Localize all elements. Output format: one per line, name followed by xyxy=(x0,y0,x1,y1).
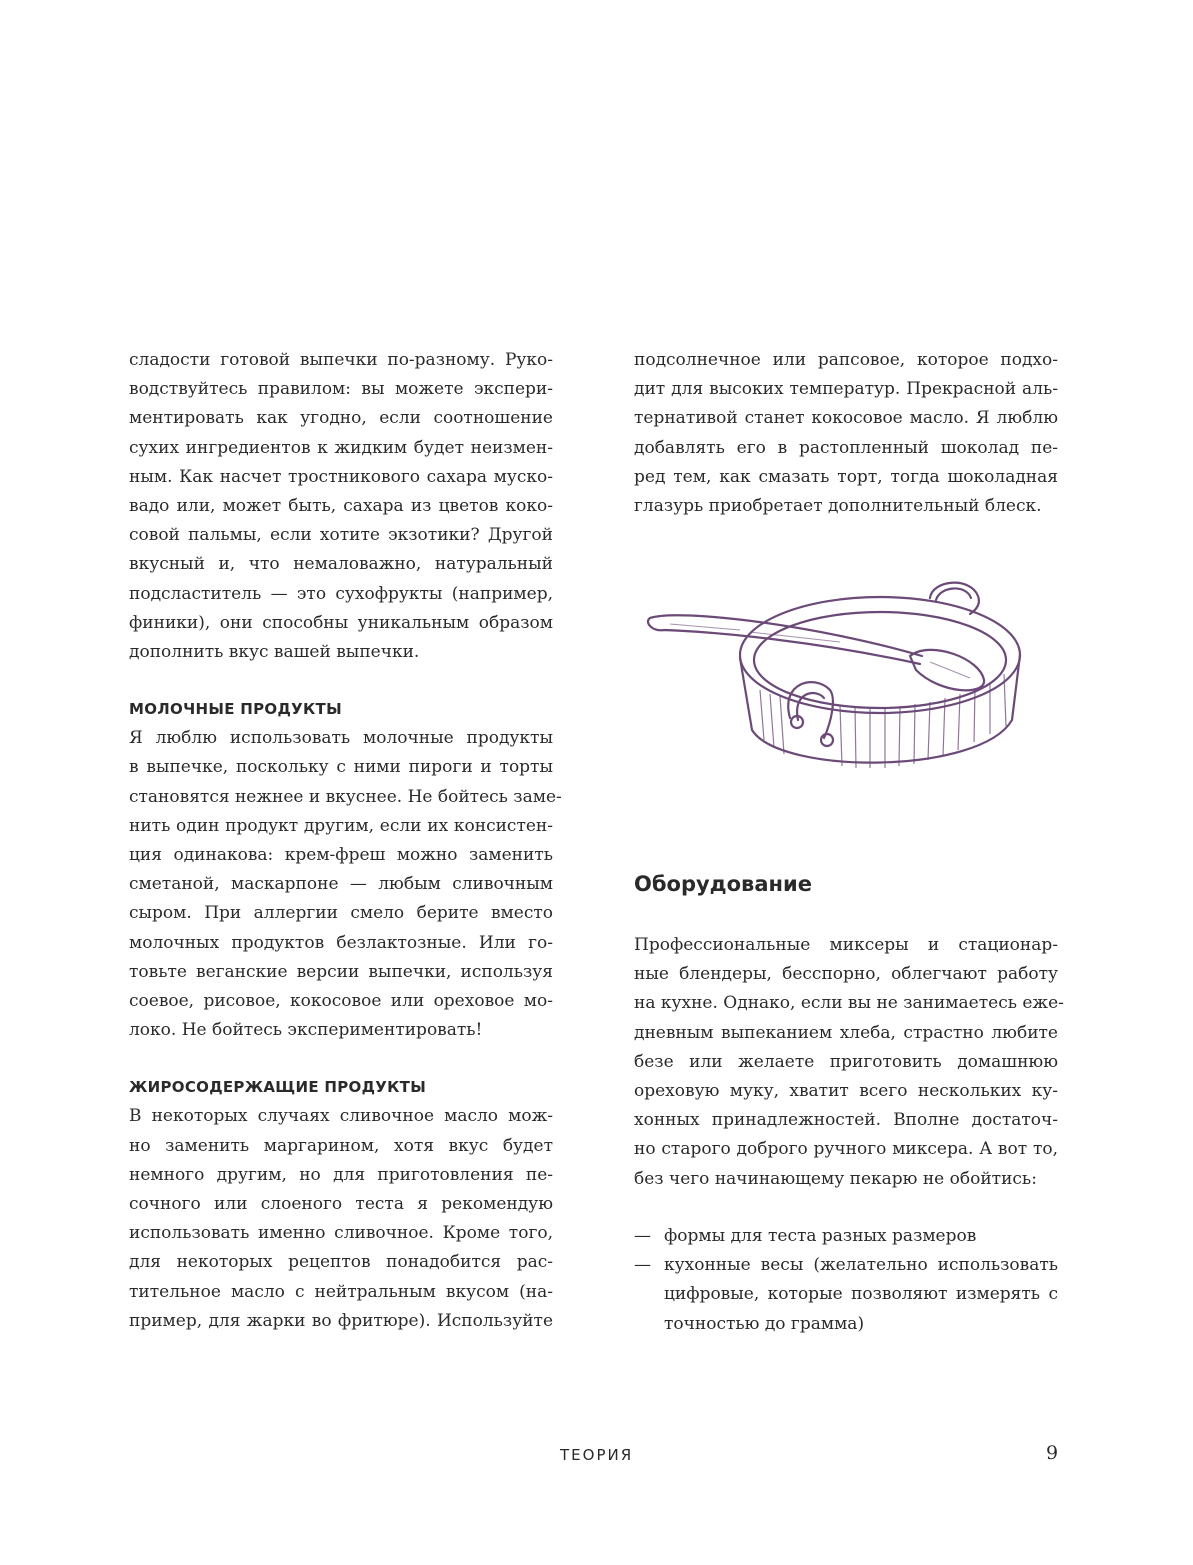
text-line: вкусный и, что немаловажно, натуральный xyxy=(129,554,553,575)
text-line: в выпечке, поскольку с ними пироги и торты xyxy=(129,757,553,778)
text-line: без чего начинающему пекарю не обойтись: xyxy=(634,1168,1037,1189)
text-line: молочных продуктов безлактозные. Или го- xyxy=(129,932,553,953)
right-column-top xyxy=(634,346,1058,521)
text-line: ные блендеры, бесспорно, облегчают работу xyxy=(634,964,1058,985)
dairy-section-title: МОЛОЧНЫЕ ПРОДУКТЫ xyxy=(129,700,342,719)
dash-bullet: — xyxy=(634,1255,651,1276)
dairy-paragraph xyxy=(129,724,562,1045)
text-line: ореховую муку, хватит всего нескольких ку- xyxy=(634,1081,1058,1102)
text-line: на кухне. Однако, если вы не занимаетесь еже- xyxy=(634,993,1064,1014)
text-line: хонных принадлежностей. Вполне достаточ- xyxy=(634,1110,1058,1131)
list-item xyxy=(634,1251,1058,1339)
text-line: безе или желаете приготовить домашнюю xyxy=(634,1051,1058,1072)
text-line: водствуйтесь правилом: вы можете экспери- xyxy=(129,379,553,400)
text-line: совой пальмы, если хотите экзотики? Другой xyxy=(129,525,553,546)
text-line: немного другим, но для приготовления пе- xyxy=(129,1164,553,1185)
page-number: 9 xyxy=(1046,1442,1059,1464)
list-item-text: кухонные весы (желательно использовать цифровые, которые позволяют измерять с точностью до грамма) xyxy=(664,1255,1058,1334)
text-line: вадо или, может быть, сахара из цветов коко- xyxy=(129,496,553,517)
saucepan-spoon-illustration xyxy=(640,570,1040,785)
text-line: дневным выпеканием хлеба, страстно любите xyxy=(634,1022,1058,1043)
text-line: для некоторых рецептов понадобится рас- xyxy=(129,1252,553,1273)
text-line: тернативой станет кокосовое масло. Я люблю xyxy=(634,408,1058,429)
sweetener-paragraph xyxy=(129,346,553,667)
text-line: глазурь приобретает дополнительный блеск. xyxy=(634,496,1042,517)
text-line: но старого доброго ручного миксера. А вот то, xyxy=(634,1139,1058,1160)
right-column-equipment xyxy=(634,931,1064,1194)
fats-paragraph xyxy=(129,1102,553,1336)
text-line: сметаной, маскарпоне — любым сливочным xyxy=(129,874,553,895)
left-column xyxy=(129,346,562,1336)
text-line: В некоторых случаях сливочное масло мож- xyxy=(129,1106,553,1127)
equipment-paragraph xyxy=(634,931,1064,1194)
text-line: дополнить вкус вашей выпечки. xyxy=(129,642,420,663)
text-line: ция одинакова: крем-фреш можно заменить xyxy=(129,845,553,866)
text-line: подсолнечное или рапсовое, которое подхо- xyxy=(634,350,1058,370)
dash-bullet: — xyxy=(634,1226,651,1246)
text-line: Я люблю использовать молочные продукты xyxy=(129,728,553,749)
text-line: товьте веганские версии выпечки, используя xyxy=(129,961,553,982)
text-line: ментировать как угодно, если соотношение xyxy=(129,408,553,429)
text-line: пример, для жарки во фритюре). Используйте xyxy=(129,1310,553,1331)
equipment-heading: Оборудование xyxy=(634,872,812,896)
text-line: сладости готовой выпечки по-разному. Руко- xyxy=(129,350,553,370)
text-line: ред тем, как смазать торт, тогда шоколадная xyxy=(634,466,1058,487)
equipment-list xyxy=(634,1222,1058,1339)
list-item-text: формы для теста разных размеров xyxy=(664,1226,977,1246)
text-line: сочного или слоеного теста я рекомендую xyxy=(129,1194,553,1215)
text-line: дит для высоких температур. Прекрасной аль- xyxy=(634,379,1058,400)
text-line: финики), они способны уникальным образом xyxy=(129,612,553,633)
text-line: но заменить маргарином, хотя вкус будет xyxy=(129,1135,553,1156)
text-line: нить один продукт другим, если их консистен- xyxy=(129,815,553,836)
text-line: использовать именно сливочное. Кроме того, xyxy=(129,1223,553,1244)
text-line: тительное масло с нейтральным вкусом (на- xyxy=(129,1281,553,1302)
text-line: сыром. При аллергии смело берите вместо xyxy=(129,903,553,924)
fats-section-title: ЖИРОСОДЕРЖАЩИЕ ПРОДУКТЫ xyxy=(129,1078,427,1097)
text-line: соевое, рисовое, кокосовое или ореховое мо- xyxy=(129,991,553,1012)
text-line: добавлять его в растопленный шоколад пе- xyxy=(634,437,1058,458)
running-footer: ТЕОРИЯ xyxy=(560,1446,634,1464)
text-line: сухих ингредиентов к жидким будет неизмен- xyxy=(129,437,553,458)
text-line: подсластитель — это сухофрукты (например, xyxy=(129,583,553,604)
oil-paragraph xyxy=(634,346,1058,521)
list-item xyxy=(634,1222,1058,1251)
text-line: Профессиональные миксеры и стационар- xyxy=(634,935,1058,955)
text-line: локо. Не бойтесь экспериментировать! xyxy=(129,1020,483,1041)
text-line: ным. Как насчет тростникового сахара муско- xyxy=(129,466,553,487)
text-line: становятся нежнее и вкуснее. Не бойтесь заме- xyxy=(129,786,562,807)
